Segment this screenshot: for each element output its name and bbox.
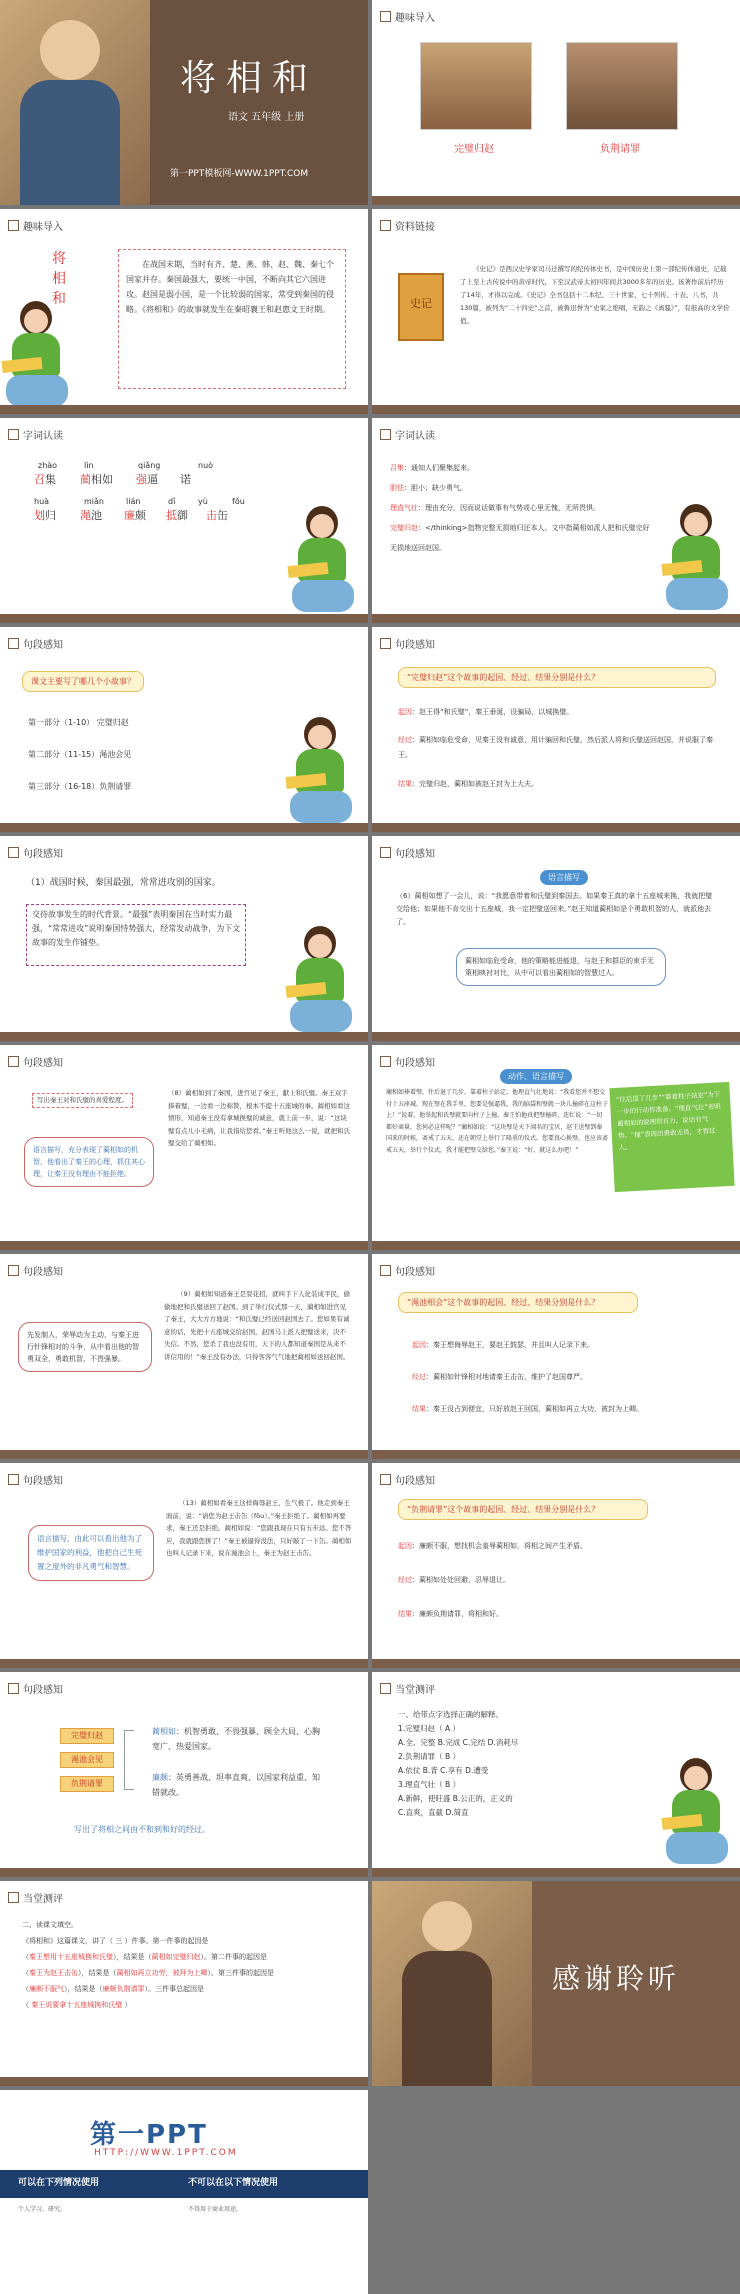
question-box: “负荆请罪”这个故事的起因、经过、结果分别是什么？ [398, 1499, 648, 1520]
disallowed-heading: 不可以在以下情况使用 [188, 2178, 279, 2188]
background-text: 在战国末期，当时有齐、楚、燕、韩、赵、魏、秦七个国家并存。秦国最强大，要统一中国，不断向其它六国进攻。赵国是弱小国，是一个比较弱的国家，常受到秦国的侵略。《将相和》的故事就发生在秦昭襄王和赵惠文王时期。 [126, 260, 334, 314]
caption-1: 完璧归赵 [454, 144, 494, 155]
result-text: ：秦王没占到便宜，只好放赵王回国，蔺相如再立大功，被封为上卿。 [426, 1405, 643, 1413]
term-def: ：胆小；缺少勇气。 [404, 484, 467, 492]
analysis-note-box [609, 1082, 734, 1192]
cause-text: ：秦王想侮辱赵王，要赵王鼓瑟，并且叫人记录下来。 [426, 1341, 594, 1349]
quiz-options: A.全、完整 B.完成 C.完结 D.消耗尽 [398, 1738, 519, 1747]
slide-header: 字词认读 [395, 430, 435, 442]
person-name: 廉颇 [152, 1773, 168, 1782]
quiz-question: 一、给带点字选择正确的解释。 [398, 1710, 503, 1719]
slide-paragraph-8 [0, 1045, 368, 1250]
ad-header-bar [0, 2170, 368, 2198]
quiz-options: C.直爽，直截 D.简直 [398, 1808, 469, 1817]
paragraph-text: 蔺相如捧着璧，往后退了几步，靠着柱子站定。他理直气壮地说：“我看您并不想交付十五座城。现在璧在我手里，您要是强逼我，我的脑袋和璧就一块儿撞碎在这柱子上！”说着，他举起和氏璧就要向柱子上撞。秦王怕他真把璧撞碎，连忙说：“一切都好商量，您何必这样呢？”蔺相如说：“这块璧是天下闻名的宝贝，赵王送璧到秦国来的时候，斋戒了五天，还在朝堂上举行了隆重的仪式。您要真心换璧，也应该斋戒五天，举行个仪式，我才能把璧交给您。”秦王说：“好，就这么办吧！” [386, 1089, 609, 1154]
process-text: ：蔺相如针锋相对地请秦王击缶，维护了赵国尊严。 [426, 1373, 587, 1381]
slide-header: 当堂测评 [395, 1684, 435, 1696]
slide-structure [0, 627, 368, 832]
slide-paragraph-1 [0, 836, 368, 1041]
paragraph-text: （6）蔺相如想了一会儿，说：“我愿意带着和氏璧到秦国去。如果秦王真的拿十五座城来换，我就把璧交给他；如果他不肯交出十五座城，我一定把璧送回来。”赵王知道蔺相如是个勇敢机智的人，就派他去了。 [396, 892, 713, 926]
reading-girl-image [286, 926, 354, 1036]
brace [124, 1730, 134, 1790]
paragraph-text: （13）蔺相如看秦王这样侮辱赵王，生气极了。他走到秦王面前，说：“请您为赵王击缶（fǒu）。”秦王拒绝了。蔺相如再要求，秦王还是拒绝。蔺相如说：“您跟我现在只有五步远。您不答应，我就跟您拼了！”秦王被逼得没法，只好敲了一下缶。蔺相如也叫人记录下来，说在渑池会上，秦王为赵王击缶。 [166, 1499, 352, 1557]
book-cover-image: 史记 [398, 273, 444, 341]
tag-pill: 语言描写 [540, 870, 588, 885]
analysis-text: “往后退了几步”“靠着柱子站定”为下一步的行动作准备。“理直气壮”表明蔺相如的说理很有力，说话有气势。“撞”表现出勇敢无畏，才智过人。 [615, 1090, 721, 1152]
reference-text: 《史记》是西汉史学家司马迁撰写的纪传体史书，是中国历史上第一部纪传体通史，记载了上至上古传说中的黄帝时代，下至汉武帝太初四年间共3000多年的历史。该著作前后经历了14年，才得以完成。《史记》全书包括十二本纪、三十世家、七十列传、十表、八书，共130篇，被列为“二十四史”之首，被鲁迅誉为“史家之绝唱，无韵之《离骚》”，有很高的文学价值。 [460, 265, 730, 325]
header-square-icon [380, 220, 391, 231]
slide-story3-summary [372, 1463, 740, 1668]
term-def: ：理由充分，因而说话做事有气势或心里无愧，无所畏惧。 [418, 504, 600, 512]
answer: 蔺相如完璧归赵 [151, 1953, 201, 1961]
process-key: 经过 [398, 736, 412, 744]
disallowed-text: 不得用于商业用途。 [188, 2206, 243, 2213]
quiz-text: ，结果是 [67, 1985, 96, 1993]
cause-key: 起因 [412, 1341, 426, 1349]
slide-intro-images [372, 0, 740, 205]
vertical-char-1: 将 [52, 251, 66, 267]
reading-girl-image [286, 717, 354, 827]
slide-header: 句段感知 [395, 1475, 435, 1487]
quiz-text: ，结果是 [81, 1969, 110, 1977]
vocab-char: 召 [34, 473, 45, 486]
vocab-char: 击 [206, 509, 217, 522]
slide-header: 趣味导入 [395, 12, 435, 24]
vocab-rest: 归 [45, 509, 56, 522]
slide-header: 句段感知 [395, 1057, 435, 1069]
cause-text: ：廉颇不服，想找机会羞辱蔺相如，将相之间产生矛盾。 [412, 1542, 587, 1550]
header-square-icon [380, 1683, 391, 1694]
summary-text: 写出了将相之间由不和到和好的经过。 [74, 1825, 210, 1834]
cause-key: 起因 [398, 1542, 412, 1550]
slide-paragraph-13 [0, 1463, 368, 1668]
header-square-icon [380, 1056, 391, 1067]
header-square-icon [380, 429, 391, 440]
person-traits: ：英勇善战、坦率直爽、以国家利益重、知错就改。 [152, 1773, 320, 1797]
vocab-rest: 御 [177, 509, 188, 522]
image-story-2 [566, 42, 678, 130]
vocab-char: 廉 [124, 509, 135, 522]
term: 胆怯 [390, 484, 404, 492]
header-square-icon [380, 847, 391, 858]
tag-pill: 动作、语言描写 [500, 1069, 572, 1084]
header-square-icon [8, 1474, 19, 1485]
slide-header: 句段感知 [23, 639, 63, 651]
slide-summary [0, 1672, 368, 1877]
slide-background [0, 209, 368, 414]
vocab-rest: 池 [91, 509, 102, 522]
figure-illustration [372, 1881, 532, 2086]
slide-header: 资料链接 [395, 221, 435, 233]
slide-vocab-meaning [372, 418, 740, 623]
process-text: ：蔺相如处处回避，忍辱退让。 [412, 1576, 510, 1584]
slide-reference [372, 209, 740, 414]
header-square-icon [8, 1056, 19, 1067]
quiz-question: 二、读课文填空。 [22, 1921, 78, 1929]
question-box: 课文主要写了哪几个小故事？ [22, 671, 144, 692]
slide-paragraph-6 [372, 836, 740, 1041]
header-square-icon [8, 638, 19, 649]
slide-header: 句段感知 [395, 639, 435, 651]
vocab-rest: 缶 [217, 509, 228, 522]
analysis-text: 交待故事发生的时代背景。“最强”表明秦国在当时实力最强，“常常进攻”说明秦国恃势强大，经常发动战争，为下文故事的发生作铺垫。 [32, 910, 241, 947]
reading-girl-image [662, 1758, 730, 1868]
vocab-rest: 颇 [135, 509, 146, 522]
process-text: ：蔺相如临危受命，见秦王没有诚意，用计骗回和氏璧，然后派人将和氏璧送回赵国，并说服了秦王。 [398, 736, 713, 759]
answer: 蔺相如再立功劳，被拜为上卿 [116, 1969, 208, 1977]
part-2: 第二部分（11-15）渑池会见 [28, 750, 132, 759]
slide-story2-summary [372, 1254, 740, 1459]
pinyin: nuò [198, 461, 214, 470]
person-name: 蔺相如 [152, 1727, 176, 1736]
result-text: ：完璧归赵，蔺相如被赵王封为上大夫。 [412, 780, 538, 788]
analysis-bubble: 蔺相如临危受命，他的策略能进能退，与赵王和群臣的束手无策相映衬对比，从中可以看出蔺相如的智慧过人。 [456, 948, 666, 986]
quiz-options: A.依仗 B.背 C.享有 D.遭受 [398, 1766, 489, 1775]
answer: 秦王说要拿十五座城换和氏璧 [31, 2001, 123, 2009]
pinyin: miǎn [84, 497, 104, 506]
thanks-text: 感谢聆听 [552, 1962, 681, 1995]
term: 召集 [390, 464, 404, 472]
term: 完璧归赵 [390, 524, 418, 532]
slide-vocab [0, 418, 368, 623]
part-1: 第一部分（1-10） 完璧归赵 [28, 718, 129, 727]
vocab-rest: 诺 [180, 473, 191, 486]
slide-paragraph-action [372, 1045, 740, 1250]
caption-2: 负荆请罪 [600, 144, 640, 155]
quiz-item: 2.负荆请罪（ B ） [398, 1752, 461, 1761]
question-box: “渑池相会”这个故事的起因、经过、结果分别是什么？ [398, 1292, 638, 1313]
lesson-subtitle: 语文 五年级 上册 [228, 112, 305, 123]
pinyin: lìn [84, 461, 94, 470]
slide-header: 句段感知 [23, 1475, 63, 1487]
pinyin: dǐ [168, 497, 176, 506]
slide-header: 句段感知 [395, 1266, 435, 1278]
vocab-rest: 逼 [147, 473, 158, 486]
quiz-line: 《将相和》这篇课文，讲了（ 三 ）件事。第一件事的起因是 [22, 1937, 209, 1945]
ad-block [0, 2090, 368, 2294]
vocab-char: 蔺 [80, 473, 91, 486]
slide-header: 句段感知 [23, 848, 63, 860]
header-square-icon [380, 638, 391, 649]
brand-logo: 第一PPT [90, 2120, 208, 2150]
slide-quiz-2: 当堂测评 二、读课文填空。 《将相和》这篇课文，讲了（ 三 ）件事。第一件事的起因是 （秦王想用十五座城换和氏璧），结果是（蔺相如完璧归赵）。第二件事的起因是 （秦王为赵王击缶），结果是（蔺相如再立功劳，被拜为上卿）。第三件事的起因是 （廉颇不服气），结果是（廉颇负荆请罪）。三件事总起因是 （ 秦王说要拿十五座城换和氏璧 ） [0, 1881, 368, 2086]
result-key: 结果 [398, 1610, 412, 1618]
reading-girl-image [2, 301, 70, 411]
header-square-icon [8, 1265, 19, 1276]
brand-url[interactable]: HTTP://WWW.1PPT.COM [94, 2148, 238, 2158]
vocab-rest: 相如 [91, 473, 113, 486]
slide-paragraph-9 [0, 1254, 368, 1459]
quiz-text: ，结果是 [116, 1953, 145, 1961]
reading-girl-image [662, 504, 730, 614]
figure-illustration [0, 0, 150, 205]
slide-header: 句段感知 [23, 1057, 63, 1069]
slide-header: 句段感知 [23, 1266, 63, 1278]
vocab-rest: 集 [45, 473, 56, 486]
site-label: 第一PPT模板网-WWW.1PPT.COM [170, 169, 309, 179]
header-square-icon [8, 429, 19, 440]
story-tag-3: 负荆请罪 [60, 1776, 114, 1792]
question-box: “完璧归赵”这个故事的起因、经过、结果分别是什么？ [398, 667, 716, 688]
pinyin: zhào [38, 461, 58, 470]
note-box: 写出秦王对和氏璧的喜爱程度。 [32, 1093, 133, 1108]
result-key: 结果 [398, 780, 412, 788]
cause-text: ：赵王得“和氏璧”，秦王垂涎，设骗局，以城换璧。 [412, 708, 574, 716]
analysis-bubble: 语言描写，充分表现了蔺相如的机智，他看出了秦王的心理，抓住其心理，让秦王没有理由不能拒绝。 [24, 1137, 154, 1187]
slide-story1-summary [372, 627, 740, 832]
story-tag-2: 渑池会见 [60, 1752, 114, 1768]
analysis-bubble: 语言描写，由此可以看出他为了维护国家的利益，他把自己生死置之度外的非凡勇气和智慧。 [28, 1525, 154, 1581]
vocab-char: 划 [34, 509, 45, 522]
term-def: ：通知人们聚集起来。 [404, 464, 474, 472]
paragraph-text: （1）战国时候，秦国最强，常常进攻别的国家。 [26, 878, 221, 888]
header-square-icon [8, 220, 19, 231]
header-square-icon [8, 1683, 19, 1694]
header-square-icon [380, 1474, 391, 1485]
header-square-icon [8, 847, 19, 858]
quiz-item: 1.完璧归赵（ A ） [398, 1724, 461, 1733]
paragraph-text: （9）蔺相如知道秦王是耍花招，就叫手下人化装成平民，偷偷地把和氏璧送回了赵国。到了举行仪式那一天，蔺相如进宫见了秦王，大大方方地说：“和氏璧已经送回赵国去了。您如果有诚意的话，先把十五座城交给赵国，赵国马上派人把璧送来，决不失信。不然，您杀了我也没有用，天下的人都知道秦国是从来不讲信用的！”秦王没有办法，只得客客气气地把蔺相如送回赵国。 [164, 1290, 351, 1361]
result-text: ：廉颇负荆请罪，将相和好。 [412, 1610, 503, 1618]
process-key: 经过 [398, 1576, 412, 1584]
pinyin: lián [126, 497, 141, 506]
title-slide [0, 0, 368, 205]
answer: 秦王为赵王击缶 [29, 1969, 78, 1977]
slide-thanks [372, 1881, 740, 2086]
header-square-icon [380, 1265, 391, 1276]
quiz-options: A.新鲜，使旺盛 B.公正的，正义的 [398, 1794, 513, 1803]
paragraph-text: （8）蔺相如到了秦国，进宫见了秦王，献上和氏璧。秦王双手捧着璧，一边看一边称赞，根本不提十五座城的事。蔺相如看这情形，知道秦王没有拿城换璧的诚意，就上前一步，说：“这块璧有点儿小毛病，让我指给您看。”秦王听他这么一说，就把和氏璧交给了蔺相如。 [168, 1089, 351, 1147]
allowed-text: 个人学习、研究。 [18, 2206, 67, 2213]
header-square-icon [8, 1892, 19, 1903]
story-tag-1: 完璧归赵 [60, 1728, 114, 1744]
term-def: ：</thinking>指物完整无损地归还本人。文中指蔺相如派人把和氏璧完好无损地送回赵国。 [390, 524, 650, 552]
slide-header: 字词认读 [23, 430, 63, 442]
lesson-title: 将相和 [180, 58, 319, 99]
pinyin: qiǎng [138, 461, 161, 470]
vocab-char: 抵 [166, 509, 177, 522]
allowed-heading: 可以在下列情况使用 [18, 2178, 100, 2188]
image-story-1 [420, 42, 532, 130]
header-square-icon [380, 11, 391, 22]
cause-key: 起因 [398, 708, 412, 716]
slide-header: 当堂测评 [23, 1893, 63, 1905]
pinyin: huà [34, 497, 50, 506]
answer: 廉颇负荆请罪 [102, 1985, 145, 1993]
analysis-bubble: 先发制人，荣辱动为主动，与秦王进行针锋相对的斗争，从中看出他的智勇双全，勇敢机智、不畏强暴。 [18, 1322, 152, 1372]
quiz-text: 。第二件事的起因是 [204, 1953, 267, 1961]
answer: 廉颇不服气 [29, 1985, 64, 1993]
quiz-text: 。三件事总起因是 [148, 1985, 204, 1993]
slide-header: 趣味导入 [23, 221, 63, 233]
result-key: 结果 [412, 1405, 426, 1413]
vertical-char-2: 相 [52, 271, 66, 287]
vertical-char-3: 和 [52, 291, 66, 307]
answer: 秦王想用十五座城换和氏璧 [29, 1953, 113, 1961]
slide-header: 句段感知 [395, 848, 435, 860]
part-3: 第三部分（16-18）负荆请罪 [28, 782, 132, 791]
pinyin: fǒu [232, 497, 245, 506]
process-key: 经过 [412, 1373, 426, 1381]
quiz-item: 3.理直气壮（ B ） [398, 1780, 461, 1789]
slide-header: 句段感知 [23, 1684, 63, 1696]
person-traits: ：机智勇敢、不畏强暴、顾全大局、心胸宽广、热爱国家。 [152, 1727, 320, 1751]
reading-girl-image [288, 506, 356, 616]
pinyin: yù [198, 497, 208, 506]
vocab-char: 渑 [80, 509, 91, 522]
quiz-text: 。第三件事的起因是 [211, 1969, 274, 1977]
slide-quiz-1 [372, 1672, 740, 1877]
vocab-char: 强 [136, 473, 147, 486]
term: 理直气壮 [390, 504, 418, 512]
